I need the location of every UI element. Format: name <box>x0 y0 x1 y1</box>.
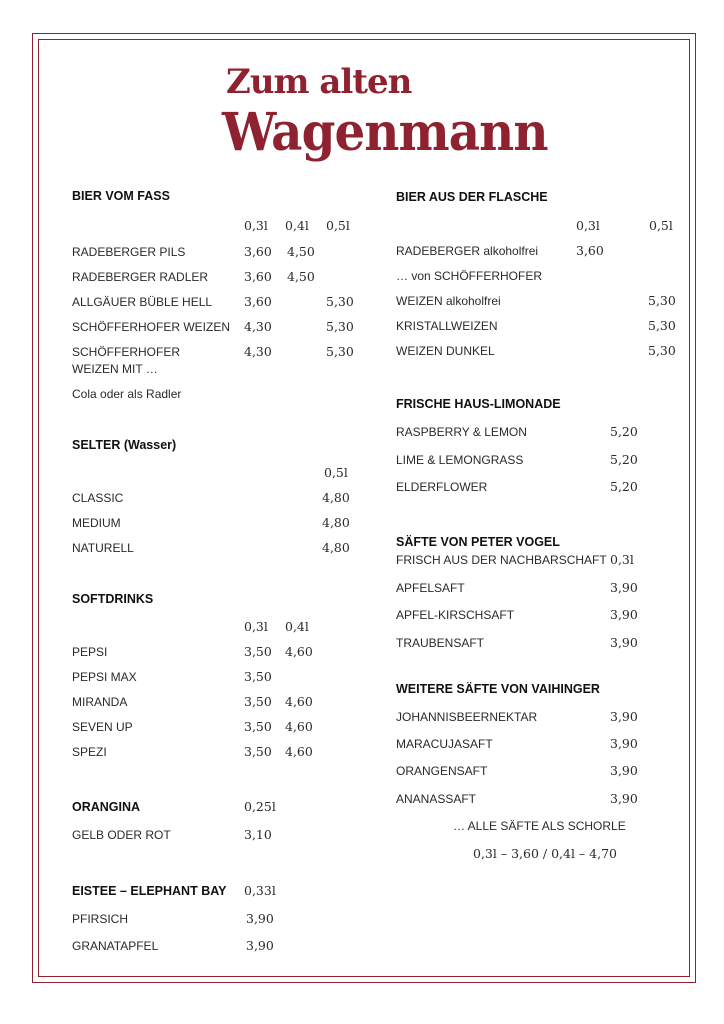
menu-item-price: 4,80 <box>322 515 350 530</box>
menu-item-name: LIME & LEMONGRASS <box>396 453 524 467</box>
menu-item-price: 3,60 <box>576 243 604 258</box>
menu-item-price: 5,30 <box>648 293 676 308</box>
menu-item-price: 5,30 <box>326 319 354 334</box>
section-heading-vaihinger: WEITERE SÄFTE VON VAIHINGER <box>396 682 600 696</box>
size-label: 0,5l <box>324 465 348 480</box>
size-label: 0,5l <box>326 218 350 233</box>
menu-item-price: 4,60 <box>285 719 313 734</box>
menu-item-note: Cola oder als Radler <box>72 387 182 401</box>
section-heading-bier-vom-fass: BIER VOM FASS <box>72 189 170 203</box>
section-heading-selter: SELTER (Wasser) <box>72 438 177 452</box>
section-heading-peter-vogel: SÄFTE VON PETER VOGEL <box>396 535 560 549</box>
menu-item-price: 3,60 <box>244 294 272 309</box>
menu-item-name: ELDERFLOWER <box>396 480 488 494</box>
menu-item-name: GRANATAPFEL <box>72 939 159 953</box>
menu-item-name: PFIRSICH <box>72 912 129 926</box>
menu-item-name: MEDIUM <box>72 516 121 530</box>
menu-item-name: APFEL-KIRSCHSAFT <box>396 608 515 622</box>
menu-item-name: WEIZEN DUNKEL <box>396 344 495 358</box>
menu-item-name: SEVEN UP <box>72 720 133 734</box>
menu-item-price: 3,90 <box>610 607 638 622</box>
section-heading-softdrinks: SOFTDRINKS <box>72 592 154 606</box>
size-label: 0,4l <box>285 619 309 634</box>
menu-item-price: 3,90 <box>246 911 274 926</box>
menu-item-price: 3,90 <box>246 938 274 953</box>
menu-item-name: RASPBERRY & LEMON <box>396 425 527 439</box>
section-heading-limonade: FRISCHE HAUS-LIMONADE <box>396 397 561 411</box>
menu-item-price: 4,80 <box>322 490 350 505</box>
section-subheading: FRISCH AUS DER NACHBARSCHAFT <box>396 553 607 567</box>
size-label: 0,3l <box>244 218 268 233</box>
size-label: 0,25l <box>244 799 276 814</box>
size-label: 0,3l <box>610 552 634 567</box>
menu-item-price: 4,50 <box>287 244 315 259</box>
size-label: 0,33l <box>244 883 276 898</box>
restaurant-logo <box>222 62 548 172</box>
menu-item-price: 3,50 <box>244 644 272 659</box>
menu-item-name: RADEBERGER RADLER <box>72 270 209 284</box>
section-heading-eistee: EISTEE – ELEPHANT BAY <box>72 884 227 898</box>
menu-item-name: ORANGENSAFT <box>396 764 488 778</box>
menu-item-name: … von SCHÖFFERHOFER <box>396 269 543 283</box>
menu-item-name: ALLGÄUER BÜBLE HELL <box>72 295 213 309</box>
menu-item-price: 5,30 <box>648 343 676 358</box>
menu-item-name: TRAUBENSAFT <box>396 636 485 650</box>
menu-item-name: GELB ODER ROT <box>72 828 171 842</box>
menu-item-price: 4,60 <box>285 694 313 709</box>
size-label: 0,4l <box>285 218 309 233</box>
menu-item-price: 3,90 <box>610 736 638 751</box>
size-label: 0,5l <box>649 218 673 233</box>
menu-item-price: 3,50 <box>244 719 272 734</box>
menu-item-price: 3,10 <box>244 827 272 842</box>
menu-item-name: SPEZI <box>72 745 107 759</box>
schorle-prices: 0,3l – 3,60 / 0,4l – 4,70 <box>473 846 617 861</box>
menu-item-name: JOHANNISBEERNEKTAR <box>396 710 538 724</box>
menu-item-price: 3,60 <box>244 269 272 284</box>
menu-item-price: 4,80 <box>322 540 350 555</box>
menu-item-price: 5,20 <box>610 452 638 467</box>
menu-item-price: 3,50 <box>244 744 272 759</box>
menu-item-price: 5,30 <box>648 318 676 333</box>
menu-item-name: NATURELL <box>72 541 134 555</box>
menu-item-price: 3,60 <box>244 244 272 259</box>
menu-item-name: ANANASSAFT <box>396 792 477 806</box>
menu-item-name: RADEBERGER PILS <box>72 245 186 259</box>
menu-item-name: SCHÖFFERHOFER <box>72 345 180 359</box>
menu-item-name: CLASSIC <box>72 491 124 505</box>
menu-item-name: WEIZEN alkoholfrei <box>396 294 501 308</box>
menu-item-price: 4,30 <box>244 344 272 359</box>
section-heading-orangina: ORANGINA <box>72 800 141 814</box>
menu-item-name: KRISTALLWEIZEN <box>396 319 498 333</box>
menu-item-price: 5,30 <box>326 294 354 309</box>
menu-item-price: 3,90 <box>610 763 638 778</box>
menu-item-name: SCHÖFFERHOFER WEIZEN <box>72 320 230 334</box>
menu-item-price: 3,90 <box>610 635 638 650</box>
menu-item-price: 4,60 <box>285 744 313 759</box>
menu-item-name: MIRANDA <box>72 695 128 709</box>
schorle-note: … ALLE SÄFTE ALS SCHORLE <box>453 819 626 833</box>
logo-line-1: Zum alten <box>226 62 412 102</box>
menu-item-price: 4,30 <box>244 319 272 334</box>
menu-item-name: PEPSI MAX <box>72 670 137 684</box>
size-label: 0,3l <box>244 619 268 634</box>
menu-item-price: 5,30 <box>326 344 354 359</box>
menu-item-price: 4,50 <box>287 269 315 284</box>
menu-item-price: 3,90 <box>610 709 638 724</box>
size-label: 0,3l <box>576 218 600 233</box>
menu-item-price: 3,50 <box>244 694 272 709</box>
menu-item-name: MARACUJASAFT <box>396 737 493 751</box>
menu-item-price: 3,90 <box>610 791 638 806</box>
menu-item-name: RADEBERGER alkoholfrei <box>396 244 539 258</box>
menu-item-price: 3,50 <box>244 669 272 684</box>
menu-item-price: 5,20 <box>610 424 638 439</box>
menu-item-price: 3,90 <box>610 580 638 595</box>
logo-line-2: Wagenmann <box>222 102 548 163</box>
menu-item-name: APFELSAFT <box>396 581 465 595</box>
section-heading-bier-flasche: BIER AUS DER FLASCHE <box>396 190 548 204</box>
menu-item-name: PEPSI <box>72 645 108 659</box>
menu-item-price: 5,20 <box>610 479 638 494</box>
menu-item-subname: WEIZEN MIT … <box>72 362 158 376</box>
menu-item-price: 4,60 <box>285 644 313 659</box>
